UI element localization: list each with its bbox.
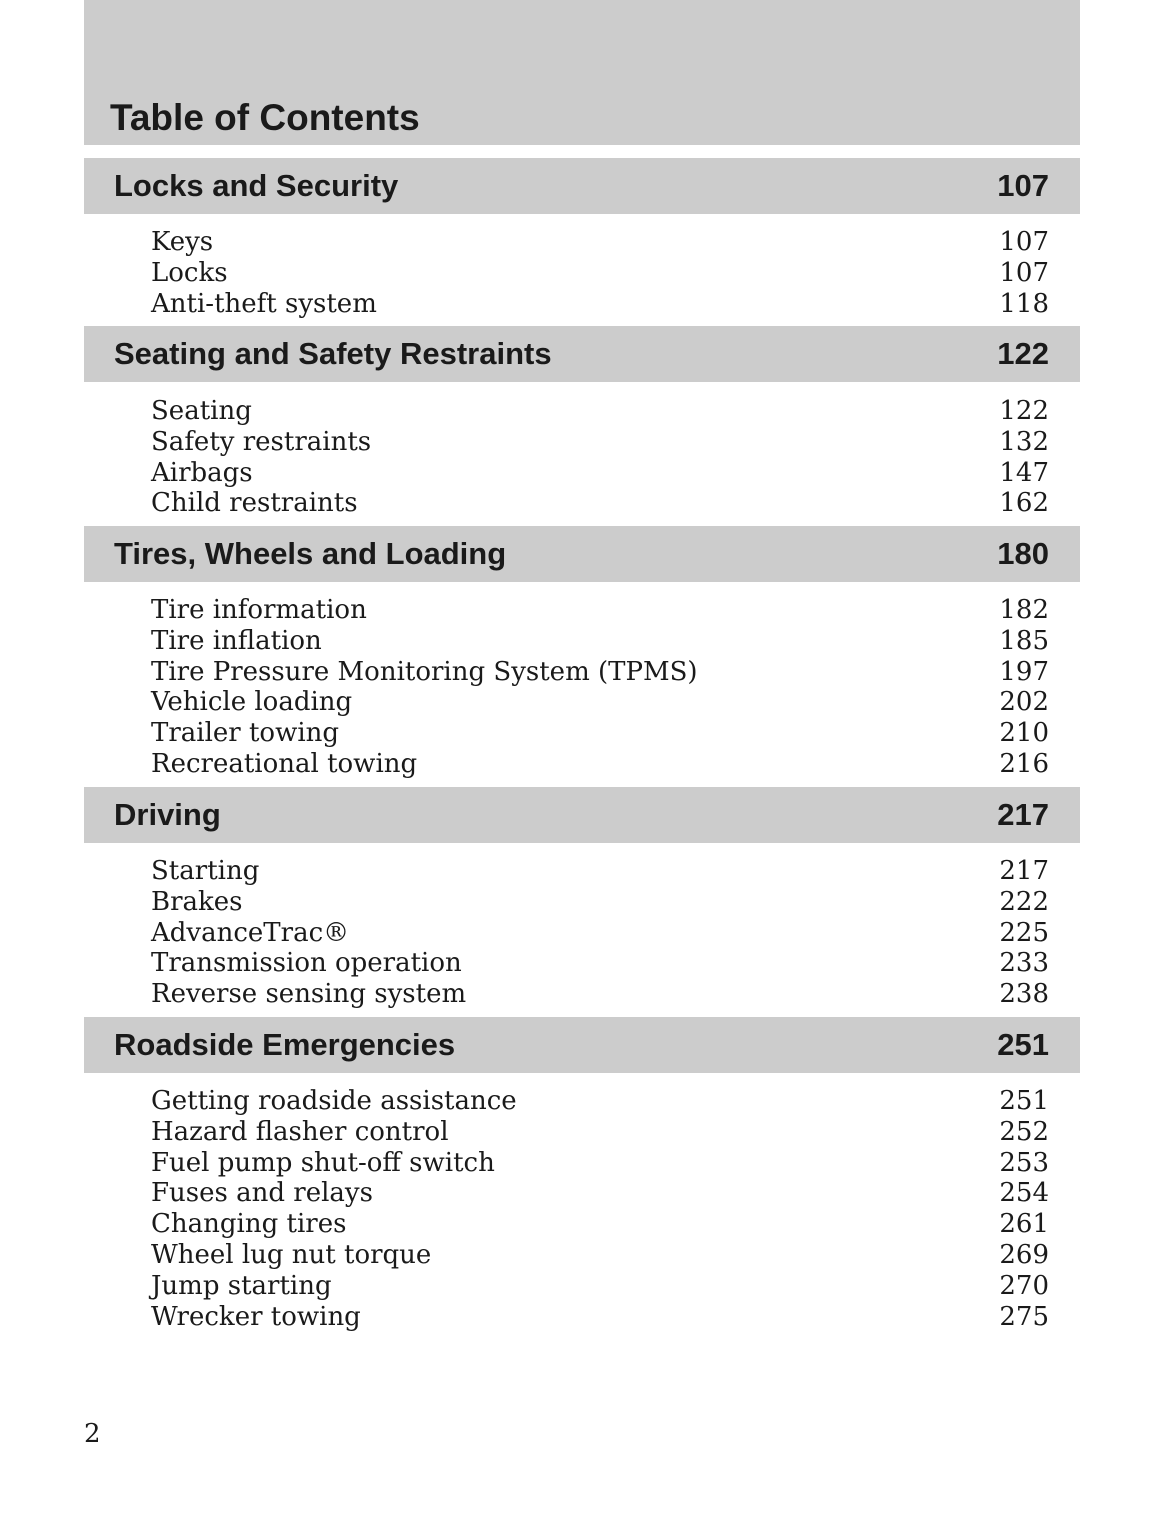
toc-entry-page: 185 — [999, 625, 1049, 656]
toc-entry-page: 270 — [999, 1270, 1049, 1301]
section-items-driving — [151, 856, 1049, 1010]
toc-entry[interactable] — [151, 1117, 1049, 1148]
toc-entry-label: Locks — [151, 257, 228, 288]
toc-entry-page: 107 — [999, 257, 1049, 288]
toc-entry[interactable] — [151, 1148, 1049, 1179]
section-items-tires-wheels-and-loading — [151, 595, 1049, 780]
toc-entry-label: AdvanceTrac® — [151, 917, 350, 948]
section-page-number: 122 — [997, 336, 1049, 371]
toc-entry-page: 254 — [999, 1178, 1049, 1209]
toc-entry[interactable] — [151, 227, 1049, 258]
toc-entry-page: 107 — [999, 227, 1049, 257]
toc-entry-label: Wrecker towing — [151, 1301, 361, 1332]
toc-entry-page: 252 — [999, 1116, 1049, 1147]
toc-entry[interactable] — [151, 718, 1049, 749]
toc-entry-label: Changing tires — [151, 1209, 347, 1240]
toc-entry[interactable] — [151, 396, 1049, 427]
section-page-number: 217 — [997, 797, 1049, 832]
toc-entry-label: Hazard flasher control — [151, 1116, 449, 1147]
toc-entry-label: Tire Pressure Monitoring System (TPMS) — [151, 656, 698, 687]
toc-entry[interactable] — [151, 918, 1049, 949]
toc-entry-page: 182 — [999, 595, 1049, 625]
toc-entry[interactable] — [151, 1209, 1049, 1240]
toc-entry-page: 210 — [999, 718, 1049, 749]
toc-entry[interactable] — [151, 687, 1049, 718]
toc-entry-page: 197 — [999, 656, 1049, 687]
toc-entry[interactable] — [151, 458, 1049, 489]
section-header-driving[interactable] — [84, 787, 1080, 843]
page-number: 2 — [84, 1419, 101, 1449]
toc-entry-page: 275 — [999, 1301, 1049, 1332]
toc-entry-label: Jump starting — [151, 1270, 332, 1301]
toc-entry-page: 147 — [999, 457, 1049, 488]
toc-entry[interactable] — [151, 948, 1049, 979]
section-title: Seating and Safety Restraints — [114, 336, 552, 371]
toc-entry[interactable] — [151, 289, 1049, 320]
toc-entry-page: 132 — [999, 426, 1049, 457]
toc-entry-page: 233 — [999, 948, 1049, 979]
section-items-seating-and-safety-restraints — [151, 396, 1049, 519]
toc-entry-label: Transmission operation — [151, 948, 462, 979]
section-page-number: 251 — [997, 1027, 1049, 1062]
section-header-locks-and-security[interactable] — [84, 158, 1080, 214]
toc-entry[interactable] — [151, 595, 1049, 626]
toc-entry[interactable] — [151, 979, 1049, 1010]
toc-entry-label: Anti-theft system — [151, 288, 377, 319]
toc-entry[interactable] — [151, 749, 1049, 780]
toc-entry-page: 269 — [999, 1239, 1049, 1270]
section-items-roadside-emergencies — [151, 1086, 1049, 1332]
section-header-seating-and-safety-restraints[interactable] — [84, 326, 1080, 382]
section-title: Roadside Emergencies — [114, 1027, 456, 1062]
toc-entry[interactable] — [151, 856, 1049, 887]
toc-entry[interactable] — [151, 1240, 1049, 1271]
toc-entry-label: Airbags — [151, 457, 253, 488]
toc-entry[interactable] — [151, 258, 1049, 289]
toc-entry-page: 251 — [999, 1086, 1049, 1116]
toc-entry-label: Vehicle loading — [151, 687, 353, 718]
toc-entry-label: Brakes — [151, 886, 243, 917]
toc-entry[interactable] — [151, 887, 1049, 918]
toc-entry-label: Wheel lug nut torque — [151, 1239, 432, 1270]
toc-entry-label: Fuel pump shut-off switch — [151, 1147, 495, 1178]
toc-entry-label: Child restraints — [151, 488, 358, 519]
toc-entry-label: Safety restraints — [151, 426, 372, 457]
toc-entry-page: 202 — [999, 687, 1049, 718]
section-title: Locks and Security — [114, 168, 399, 203]
toc-entry[interactable] — [151, 488, 1049, 519]
toc-entry-page: 253 — [999, 1147, 1049, 1178]
toc-entry-page: 216 — [999, 748, 1049, 779]
toc-entry[interactable] — [151, 1178, 1049, 1209]
toc-entry-page: 225 — [999, 917, 1049, 948]
toc-entry[interactable] — [151, 657, 1049, 688]
section-header-tires-wheels-and-loading[interactable] — [84, 526, 1080, 582]
section-page-number: 180 — [997, 536, 1049, 571]
section-items-locks-and-security — [151, 227, 1049, 319]
toc-entry-label: Starting — [151, 856, 260, 886]
section-title: Tires, Wheels and Loading — [114, 536, 507, 571]
toc-entry-label: Trailer towing — [151, 718, 340, 749]
toc-entry-label: Recreational towing — [151, 748, 418, 779]
toc-entry-page: 162 — [999, 488, 1049, 519]
header-band — [84, 0, 1080, 145]
toc-entry-page: 122 — [999, 396, 1049, 426]
toc-entry-label: Tire inflation — [151, 625, 322, 656]
toc-entry-label: Fuses and relays — [151, 1178, 373, 1209]
toc-entry-page: 238 — [999, 979, 1049, 1010]
section-page-number: 107 — [997, 168, 1049, 203]
toc-entry-page: 222 — [999, 886, 1049, 917]
toc-entry-label: Keys — [151, 227, 214, 257]
toc-entry[interactable] — [151, 1086, 1049, 1117]
toc-entry-label: Getting roadside assistance — [151, 1086, 517, 1116]
toc-entry-page: 217 — [999, 856, 1049, 886]
toc-entry-page: 118 — [999, 288, 1049, 319]
page-title: Table of Contents — [110, 97, 420, 138]
toc-entry-label: Tire information — [151, 595, 367, 625]
toc-entry-label: Seating — [151, 396, 252, 426]
toc-entry-label: Reverse sensing system — [151, 979, 467, 1010]
section-header-roadside-emergencies[interactable] — [84, 1017, 1080, 1073]
toc-entry[interactable] — [151, 1302, 1049, 1333]
toc-entry[interactable] — [151, 626, 1049, 657]
toc-entry[interactable] — [151, 1271, 1049, 1302]
toc-entry[interactable] — [151, 427, 1049, 458]
section-title: Driving — [114, 797, 221, 832]
toc-entry-page: 261 — [999, 1209, 1049, 1240]
